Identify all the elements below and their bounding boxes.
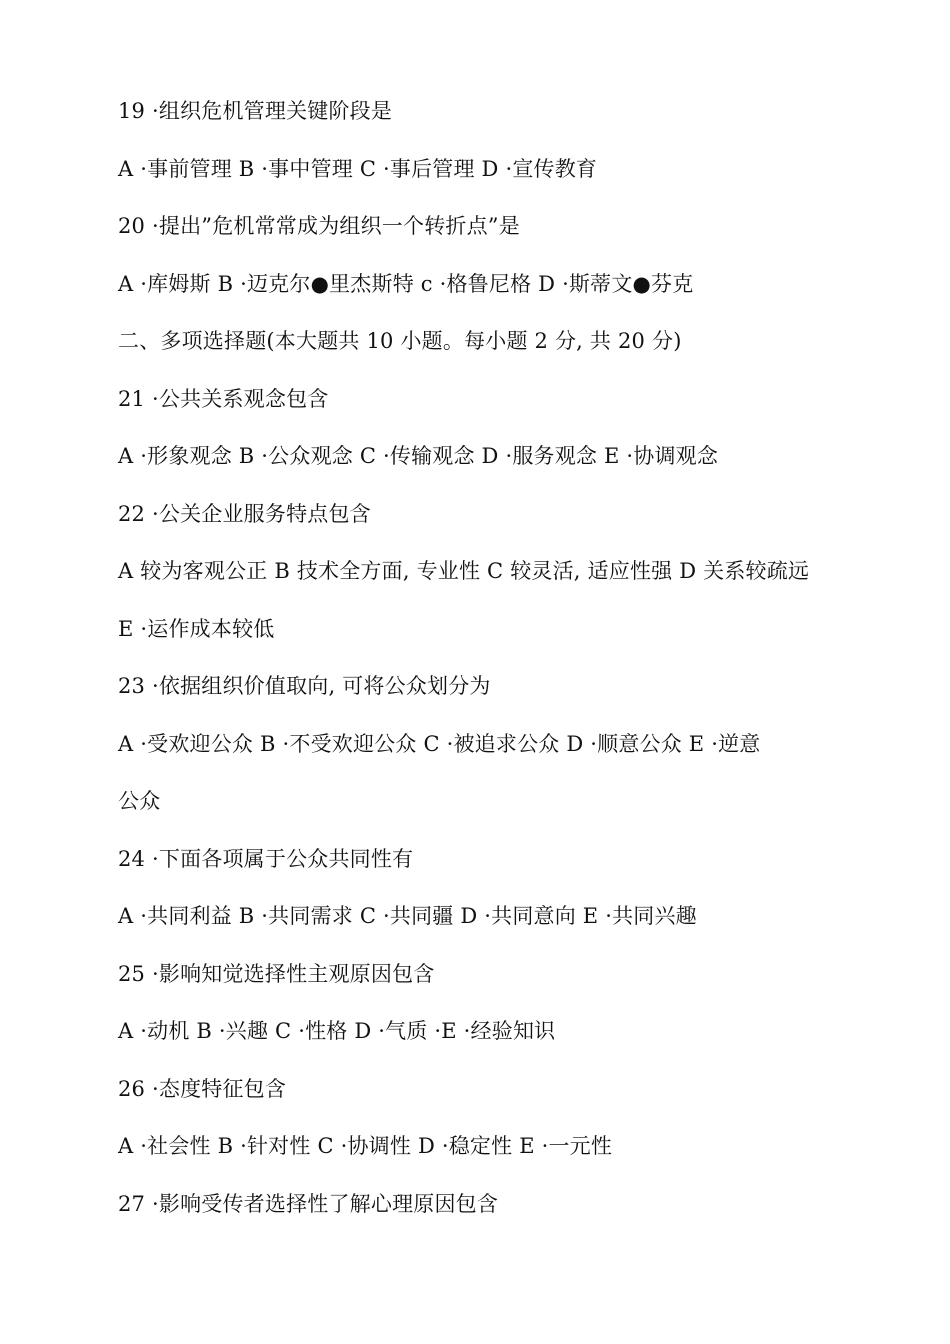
question-23-options: A ·受欢迎公众 B ·不受欢迎公众 C ·被追求公众 D ·顺意公众 E ·逆意: [118, 731, 761, 756]
question-19-options: A ·事前管理 B ·事中管理 C ·事后管理 D ·宣传教育: [118, 156, 598, 181]
question-26: 26 ·态度特征包含: [118, 1076, 287, 1101]
question-23: 23 ·依据组织价值取向, 可将公众划分为: [118, 674, 491, 698]
question-27: 27 ·影响受传者选择性了解心理原因包含: [118, 1191, 499, 1216]
question-20: 20 ·提出”危机常常成为组织一个转折点”是: [118, 214, 520, 238]
question-20-options: A ·库姆斯 B ·迈克尔●里杰斯特 c ·格鲁尼格 D ·斯蒂文●芬克: [118, 271, 694, 296]
question-22: 22 ·公关企业服务特点包含: [118, 501, 371, 526]
question-25-options: A ·动机 B ·兴趣 C ·性格 D ·气质 ·E ·经验知识: [118, 1019, 556, 1043]
question-19: 19 ·组织危机管理关键阶段是: [118, 99, 393, 123]
question-25: 25 ·影响知觉选择性主观原因包含: [118, 961, 435, 986]
question-22-options: A 较为客观公正 B 技术全方面, 专业性 C 较灵活, 适应性强 D 关系较疏远: [118, 559, 810, 583]
question-22-options-continued: E ·运作成本较低: [118, 616, 275, 641]
section-heading-multiple-choice: 二、多项选择题(本大题共 10 小题。每小题 2 分, 共 20 分): [118, 329, 682, 353]
question-24: 24 ·下面各项属于公众共同性有: [118, 846, 414, 871]
question-24-options: A ·共同利益 B ·共同需求 C ·共同疆 D ·共同意向 E ·共同兴趣: [118, 904, 697, 928]
question-23-options-continued: 公众: [118, 789, 161, 813]
question-21-options: A ·形象观念 B ·公众观念 C ·传输观念 D ·服务观念 E ·协调观念: [118, 444, 719, 468]
question-21: 21 ·公共关系观念包含: [118, 386, 329, 411]
question-26-options: A ·社会性 B ·针对性 C ·协调性 D ·稳定性 E ·一元性: [118, 1134, 613, 1158]
document-body: [118, 92, 838, 1242]
